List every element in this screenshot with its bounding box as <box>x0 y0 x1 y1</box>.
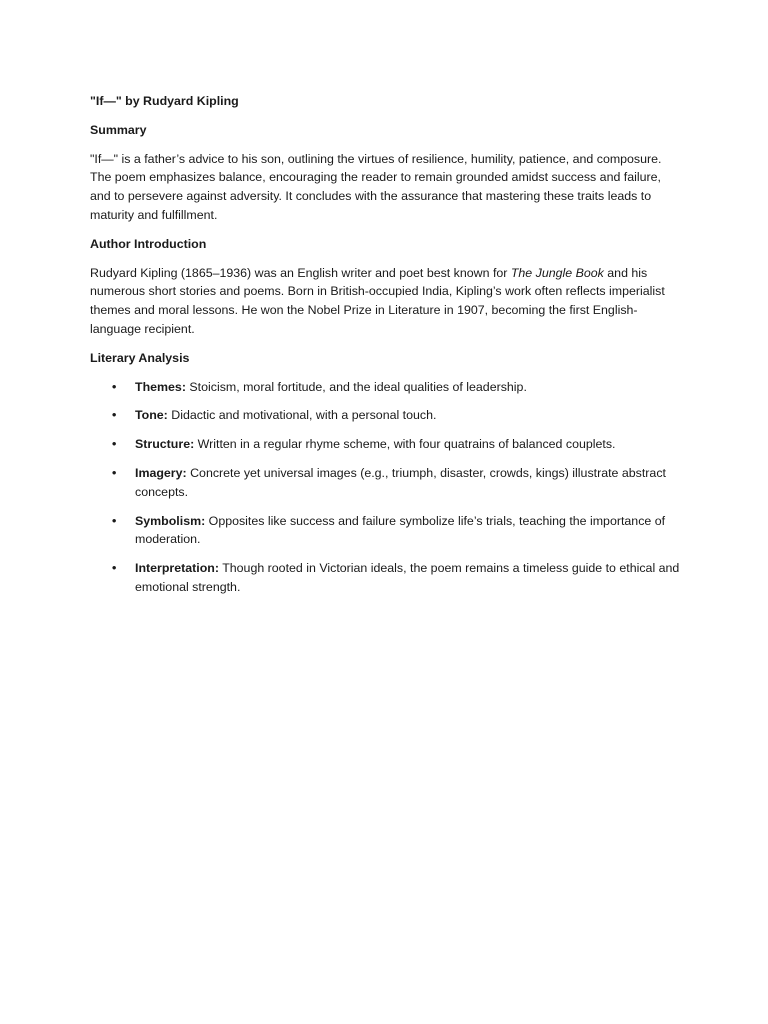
list-item <box>90 464 680 502</box>
bullet: • <box>112 513 117 528</box>
item-term: Themes: <box>135 379 186 394</box>
bullet: • <box>112 408 117 423</box>
document-title: "If—" by Rudyard Kipling <box>90 94 239 108</box>
analysis-list <box>90 378 680 597</box>
list-item <box>90 435 680 454</box>
list-item <box>90 378 680 397</box>
book-title: The Jungle Book <box>510 265 604 280</box>
item-text: Opposites like success and failure symbolize life’s trials, teaching the importance of moderation. <box>135 513 666 547</box>
summary-paragraph: "If—" is a father’s advice to his son, outlining the virtues of resilience, humility, patience, and composure. The poem emphasizes balance, encouraging the reader to remain grounded amidst success and failure, and to persevere against adversity. It concludes with the assurance that mastering these traits leads to maturity and fulfillment. <box>90 151 662 222</box>
item-text: Stoicism, moral fortitude, and the ideal qualities of leadership. <box>185 379 527 394</box>
analysis-heading: Literary Analysis <box>90 350 190 365</box>
bullet: • <box>112 379 117 394</box>
author-paragraph <box>90 264 680 339</box>
item-term: Tone: <box>135 408 168 423</box>
list-item <box>90 559 680 597</box>
bullet: • <box>112 437 117 452</box>
list-item <box>90 406 680 425</box>
summary-heading: Summary <box>90 122 147 137</box>
author-text-before: Rudyard Kipling (1865–1936) was an English writer and poet best known for <box>90 265 511 280</box>
item-text: Concrete yet universal images (e.g., triumph, disaster, crowds, kings) illustrate abstract concepts. <box>135 465 666 499</box>
document-content <box>90 92 680 607</box>
item-text: Didactic and motivational, with a personal touch. <box>167 408 437 423</box>
item-text: Though rooted in Victorian ideals, the poem remains a timeless guide to ethical and emotional strength. <box>135 561 680 594</box>
item-term: Structure: <box>135 437 195 452</box>
list-item <box>90 512 680 550</box>
author-heading: Author Introduction <box>90 236 207 251</box>
bullet: • <box>112 465 117 480</box>
author-text-after: and his numerous short stories and poems. Born in British-occupied India, Kipling’s work often reflects imperialist themes and moral lessons. He won the Nobel Prize in Literature in 1907, becoming the first English-language recipient. <box>90 265 665 336</box>
item-term: Symbolism: <box>135 513 206 528</box>
item-term: Interpretation: <box>135 561 219 576</box>
item-text: Written in a regular rhyme scheme, with four quatrains of balanced couplets. <box>194 437 616 452</box>
bullet: • <box>112 561 117 576</box>
item-term: Imagery: <box>135 465 187 480</box>
